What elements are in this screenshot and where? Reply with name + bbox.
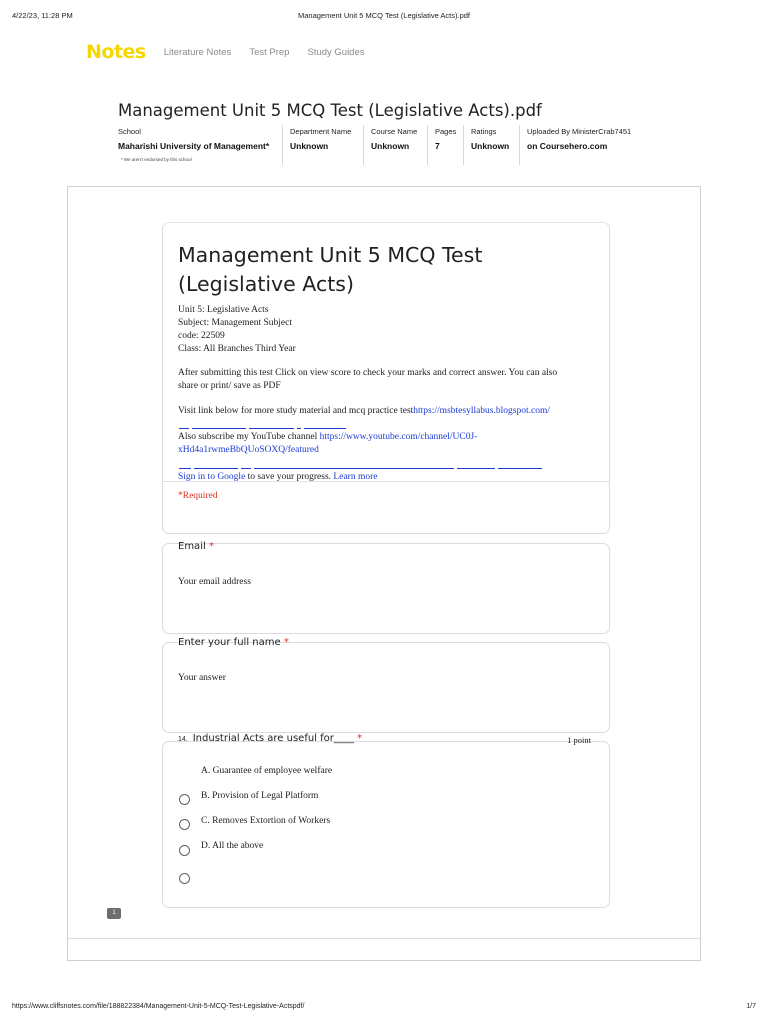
meta-value[interactable]: Maharishi University of Management*	[118, 141, 270, 151]
meta-department	[282, 125, 362, 165]
question-text: Enter your full name	[178, 637, 281, 648]
meta-label: Course Name	[371, 127, 418, 136]
required-asterisk: *	[283, 637, 289, 648]
meta-label: Department Name	[290, 127, 352, 136]
form-info	[178, 304, 578, 356]
youtube-link-continued[interactable]: xHd4a1rwmeBbQUoSOXQ/featured	[178, 445, 319, 455]
nav-test-prep[interactable]: Test Prep	[249, 46, 290, 58]
form-visit	[178, 405, 598, 418]
visit-link[interactable]: https://msbtesyllabus.blogspot.com/	[413, 406, 550, 416]
print-datetime: 4/22/23, 11:28 PM	[12, 11, 73, 20]
meta-course	[363, 125, 423, 165]
meta-ratings	[463, 125, 517, 165]
form-title-line-2: (Legislative Acts)	[178, 272, 354, 296]
youtube-link[interactable]: https://www.youtube.com/channel/UC0J-	[319, 432, 478, 442]
form-info-line: Unit 5: Legislative Acts	[178, 305, 269, 315]
option-extra-radio[interactable]	[179, 873, 190, 884]
signin-text: to save your progress.	[245, 472, 334, 482]
nav-study-guides[interactable]: Study Guides	[307, 46, 365, 58]
option-d-label[interactable]: D. All the above	[201, 841, 264, 851]
required-note: *Required	[178, 491, 218, 501]
meta-label: Uploaded By MinisterCrab7451	[527, 127, 632, 136]
visit-text: Visit link below for more study material and mcq practice test	[178, 406, 414, 416]
question-text: Email	[178, 541, 206, 552]
meta-label: Pages	[435, 127, 457, 136]
form-header-card	[162, 222, 610, 534]
option-b-label[interactable]: B. Provision of Legal Platform	[201, 791, 319, 801]
print-url: https://www.cliffsnotes.com/file/188822384/Management-Unit-5-MCQ-Test-Legislative-Actspdf/	[12, 1003, 305, 1010]
form-info-line: Class: All Branches Third Year	[178, 344, 296, 354]
form-title-line-1: Management Unit 5 MCQ Test	[178, 243, 483, 267]
name-question-card	[162, 637, 610, 733]
required-asterisk: *	[357, 733, 363, 744]
header-divider	[163, 481, 609, 482]
chat-bubble-icon[interactable]: 1	[107, 908, 121, 919]
option-c-radio[interactable]	[179, 819, 190, 830]
mcq-question-label	[178, 733, 362, 744]
question-points: 1 point	[567, 735, 591, 745]
form-info-line: Subject: Management Subject	[178, 318, 292, 328]
site-logo[interactable]: Notes	[86, 41, 146, 63]
nav-literature-notes[interactable]: Literature Notes	[163, 46, 232, 58]
form-title	[178, 241, 598, 299]
required-asterisk: *	[208, 541, 214, 552]
meta-value: Unknown	[290, 141, 329, 151]
email-question-card	[162, 543, 610, 634]
mcq-question-card	[162, 733, 610, 908]
signin-link[interactable]: Sign in to Google	[178, 472, 246, 482]
meta-value: Unknown	[471, 141, 510, 151]
name-input[interactable]: Your answer	[178, 673, 226, 683]
learn-more-link[interactable]: Learn more	[333, 472, 378, 482]
meta-value: Unknown	[371, 141, 410, 151]
meta-label: School	[118, 127, 141, 136]
meta-value: on Coursehero.com	[527, 141, 608, 151]
print-page-number: 1/7	[746, 1003, 756, 1010]
meta-pages	[427, 125, 463, 165]
meta-value: 7	[435, 141, 440, 151]
site-nav	[86, 40, 365, 64]
form-instructions: After submitting this test Click on view score to check your marks and correct answer. You can also share or print/ save as PDF	[178, 368, 558, 391]
option-c-label[interactable]: C. Removes Extortion of Workers	[201, 816, 331, 826]
question-number: 14.	[178, 736, 188, 743]
option-b-radio[interactable]	[179, 794, 190, 805]
document-title: Management Unit 5 MCQ Test (Legislative Acts).pdf	[118, 101, 542, 120]
meta-label: Ratings	[471, 127, 497, 136]
question-text: Industrial Acts are useful for____	[192, 733, 354, 744]
form-youtube	[178, 431, 598, 457]
option-d-radio[interactable]	[179, 845, 190, 856]
endorsement-note: * We aren't endorsed by this school	[121, 157, 192, 162]
name-question-label	[178, 637, 289, 648]
frame-divider	[67, 938, 701, 939]
print-doc-title: Management Unit 5 MCQ Test (Legislative Acts).pdf	[297, 11, 471, 20]
meta-uploader	[519, 125, 657, 165]
option-a-label[interactable]: A. Guarantee of employee welfare	[201, 766, 333, 776]
email-question-label	[178, 541, 214, 552]
form-info-line: code: 22509	[178, 331, 225, 341]
email-input[interactable]: Your email address	[178, 577, 251, 587]
youtube-text: Also subscribe my YouTube channel	[178, 432, 320, 442]
